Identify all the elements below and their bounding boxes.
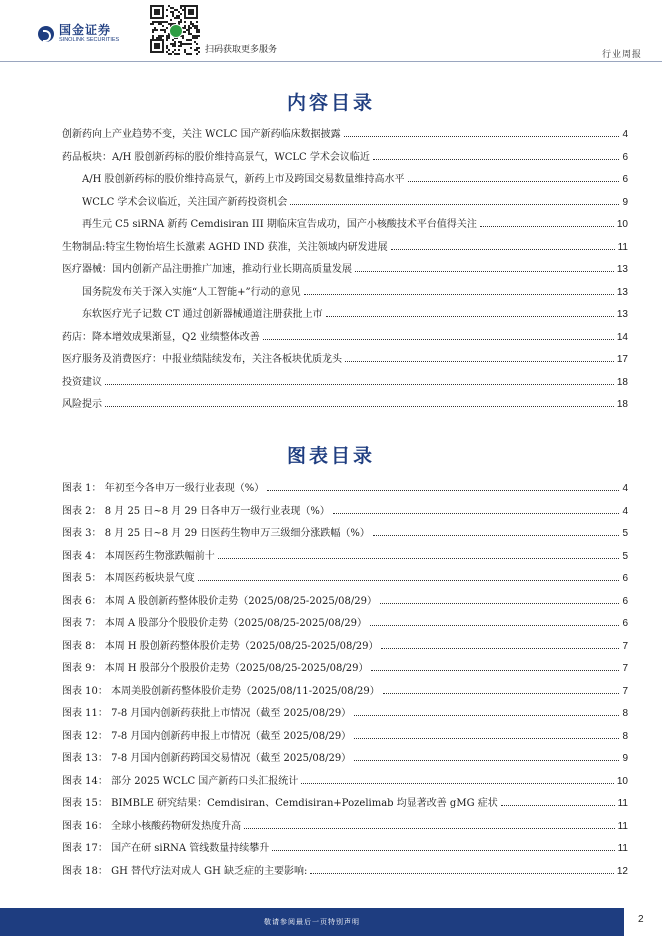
dot-leader — [301, 783, 614, 784]
figure-entry-page: 5 — [622, 550, 628, 562]
figure-entry[interactable] — [62, 773, 628, 787]
contents-entry-title: 风险提示 — [62, 399, 102, 410]
dot-leader — [480, 226, 614, 227]
page-header — [0, 0, 662, 62]
contents-entry-page: 17 — [616, 354, 628, 365]
dot-leader — [267, 490, 619, 491]
qr-code-icon — [150, 5, 200, 55]
sinolink-logo — [38, 24, 119, 44]
figure-entry-title: 图表 14： 部分 2025 WCLC 国产新药口头汇报统计 — [62, 775, 299, 787]
figure-entry-page: 7 — [622, 640, 628, 652]
figure-entry-page: 6 — [622, 573, 628, 584]
figure-entry-page: 11 — [617, 798, 628, 809]
dot-leader — [381, 648, 619, 649]
figure-entry-title: 图表 7： 本周 A 股部分个股股价走势（2025/08/25-2025/08/29） — [62, 618, 367, 629]
figure-entry-page: 8 — [622, 730, 628, 742]
figure-entry-title: 图表 15： BIMBLE 研究结果：Cemdisiran、Cemdisiran+Pozelimab 均显著改善 gMG 症状 — [62, 798, 498, 809]
contents-entry-title: 投资建议 — [62, 376, 102, 388]
contents-entry[interactable] — [62, 351, 628, 365]
logo-cn: 国金证券 — [59, 23, 112, 37]
figure-entry[interactable] — [62, 503, 628, 517]
contents-entry[interactable] — [62, 374, 628, 388]
figure-entry-page: 11 — [617, 820, 628, 832]
contents-entry-page: 11 — [617, 241, 628, 253]
dot-leader — [333, 513, 620, 514]
dot-leader — [218, 558, 620, 559]
figure-entry[interactable] — [62, 750, 628, 764]
contents-entry[interactable] — [62, 261, 628, 275]
contents-entry-page: 10 — [616, 219, 628, 230]
dot-leader — [290, 204, 619, 205]
dot-leader — [244, 828, 615, 829]
contents-entry-page: 6 — [622, 174, 628, 185]
contents-entry-title: 东软医疗光子记数 CT 通过创新器械通道注册获批上市 — [82, 309, 323, 320]
figure-entry-page: 6 — [622, 618, 628, 629]
dot-leader — [345, 361, 614, 362]
figure-entry[interactable] — [62, 818, 628, 832]
figure-entry-title: 图表 8： 本周 H 股创新药整体股价走势（2025/08/25-2025/08/29） — [62, 640, 379, 652]
dot-leader — [501, 805, 615, 806]
contents-entry[interactable] — [82, 171, 628, 185]
contents-entry-title: A/H 股创新药标的股价维持高景气，新药上市及跨国交易数量维持高水平 — [82, 174, 405, 185]
qr-badge-icon — [169, 24, 183, 38]
dot-leader — [105, 384, 614, 385]
dot-leader — [370, 625, 619, 626]
logo-en: SINOLINK SECURITIES — [59, 37, 120, 43]
dot-leader — [198, 580, 620, 581]
contents-entry[interactable] — [82, 216, 628, 230]
dot-leader — [354, 760, 619, 761]
figure-entry-page: 11 — [617, 843, 628, 854]
contents-entry-title: 再生元 C5 siRNA 新药 Cemdisiran III 期临床宣告成功，国产小核酸技术平台值得关注 — [82, 219, 477, 230]
figure-entry-title: 图表 12： 7-8 月国内创新药申报上市情况（截至 2025/08/29） — [62, 730, 352, 742]
figure-entry-title: 图表 1： 年初至今各申万一级行业表现（%） — [62, 483, 265, 494]
dot-leader — [354, 715, 619, 716]
contents-entry-page: 4 — [622, 129, 628, 140]
contents-entry-page: 13 — [616, 309, 628, 320]
figure-entry[interactable] — [62, 795, 628, 809]
dot-leader — [304, 294, 614, 295]
sinolink-logo-icon — [38, 26, 54, 42]
figure-entry[interactable] — [62, 525, 628, 539]
dot-leader — [105, 406, 614, 407]
figure-entry[interactable] — [62, 638, 628, 652]
contents-entry-page: 13 — [616, 264, 628, 275]
logo-text — [59, 24, 119, 44]
figure-entry-title: 图表 11： 7-8 月国内创新药获批上市情况（截至 2025/08/29） — [62, 708, 352, 719]
dot-leader — [263, 339, 614, 340]
scan-caption: 扫码获取更多服务 — [205, 45, 278, 55]
contents-entry[interactable] — [82, 284, 628, 298]
dot-leader — [344, 136, 620, 137]
figure-entry-page: 8 — [622, 708, 628, 719]
figure-entry-page: 9 — [622, 753, 628, 764]
figure-entry-title: 图表 4： 本周医药生物涨跌幅前十 — [62, 550, 215, 562]
contents-entry[interactable] — [62, 239, 628, 253]
contents-entry-title: 创新药向上产业趋势不变，关注 WCLC 国产新药临床数据披露 — [62, 129, 341, 140]
contents-entry[interactable] — [82, 194, 628, 208]
contents-entry[interactable] — [62, 396, 628, 410]
dot-leader — [380, 603, 619, 604]
figure-entry-title: 图表 5： 本周医药板块景气度 — [62, 573, 195, 584]
contents-entry-page: 9 — [622, 196, 628, 208]
figure-entry[interactable] — [62, 683, 628, 697]
dot-leader — [272, 850, 614, 851]
figure-entry[interactable] — [62, 615, 628, 629]
figure-entry-page: 10 — [616, 775, 628, 787]
figure-entry-page: 4 — [622, 505, 628, 517]
page-number: 2 — [638, 914, 644, 925]
contents-entry[interactable] — [62, 329, 628, 343]
figure-entry-title: 图表 6： 本周 A 股创新药整体股价走势（2025/08/25-2025/08/29） — [62, 595, 377, 607]
figure-entry[interactable] — [62, 840, 628, 854]
figure-entry-page: 4 — [622, 483, 628, 494]
contents-title: 内容目录 — [286, 92, 375, 114]
figure-entry-title: 图表 18： GH 替代疗法对成人 GH 缺乏症的主要影响: — [62, 865, 308, 877]
figures-title: 图表目录 — [286, 445, 375, 467]
contents-entry[interactable] — [82, 306, 628, 320]
contents-entry-title: 医疗器械：国内创新产品注册推广加速，推动行业长期高质量发展 — [62, 264, 352, 275]
figure-entry[interactable] — [62, 863, 628, 877]
contents-entry-title: 生物制品:特宝生物怡培生长激素 AGHD IND 获准，关注领域内研发进展 — [62, 241, 388, 253]
dot-leader — [373, 159, 620, 160]
figure-entry-title: 图表 16： 全球小核酸药物研发热度升高 — [62, 820, 242, 832]
figure-entry-page: 5 — [622, 528, 628, 539]
contents-entry-page: 14 — [616, 331, 628, 343]
dot-leader — [391, 249, 615, 250]
figure-entry-page: 7 — [622, 663, 628, 674]
figure-entry[interactable] — [62, 480, 628, 494]
contents-entry-title: 医疗服务及消费医疗：中报业绩陆续发布，关注各板块优质龙头 — [62, 354, 342, 365]
figure-entry-title: 图表 3： 8 月 25 日~8 月 29 日医药生物申万三级细分涨跌幅（%） — [62, 528, 370, 539]
dot-leader — [326, 316, 614, 317]
figure-entry-title: 图表 2： 8 月 25 日~8 月 29 日各申万一级行业表现（%） — [62, 505, 330, 517]
header-divider — [0, 61, 662, 62]
dot-leader — [355, 271, 614, 272]
dot-leader — [310, 873, 613, 874]
dot-leader — [373, 535, 620, 536]
figure-entry[interactable] — [62, 570, 628, 584]
figure-entry[interactable] — [62, 660, 628, 674]
contents-entry-title: 药店：降本增效成果渐显，Q2 业绩整体改善 — [62, 331, 260, 343]
figure-entry-page: 12 — [616, 865, 628, 877]
dot-leader — [354, 738, 619, 739]
figure-entry-title: 图表 13： 7-8 月国内创新药跨国交易情况（截至 2025/08/29） — [62, 753, 352, 764]
contents-entry-title: 药品板块：A/H 股创新药标的股价维持高景气，WCLC 学术会议临近 — [62, 151, 370, 163]
contents-entry[interactable] — [62, 149, 628, 163]
dot-leader — [371, 670, 619, 671]
figure-entry-title: 图表 9： 本周 H 股部分个股股价走势（2025/08/25-2025/08/29） — [62, 663, 369, 674]
figure-entry-page: 6 — [622, 595, 628, 607]
contents-entry-title: WCLC 学术会议临近，关注国产新药投资机会 — [82, 196, 288, 208]
figure-entry-title: 图表 17： 国产在研 siRNA 管线数量持续攀升 — [62, 843, 270, 854]
contents-entry-page: 13 — [616, 286, 628, 298]
figure-entry[interactable] — [62, 705, 628, 719]
dot-leader — [383, 693, 620, 694]
footer-disclaimer: 敬请参阅最后一页特别声明 — [264, 918, 360, 926]
contents-entry-page: 6 — [622, 151, 628, 163]
figure-entry[interactable] — [62, 548, 628, 562]
contents-entry-page: 18 — [616, 399, 628, 410]
contents-entry-page: 18 — [616, 376, 628, 388]
figure-entry[interactable] — [62, 728, 628, 742]
contents-entry-title: 国务院发布关于深入实施“人工智能+”行动的意见 — [82, 286, 301, 298]
contents-entry[interactable] — [62, 126, 628, 140]
figure-entry[interactable] — [62, 593, 628, 607]
figure-entry-title: 图表 10： 本周美股创新药整体股价走势（2025/08/11-2025/08/29） — [62, 685, 380, 697]
figure-entry-page: 7 — [622, 685, 628, 697]
report-type: 行业周报 — [601, 50, 642, 60]
dot-leader — [408, 181, 620, 182]
